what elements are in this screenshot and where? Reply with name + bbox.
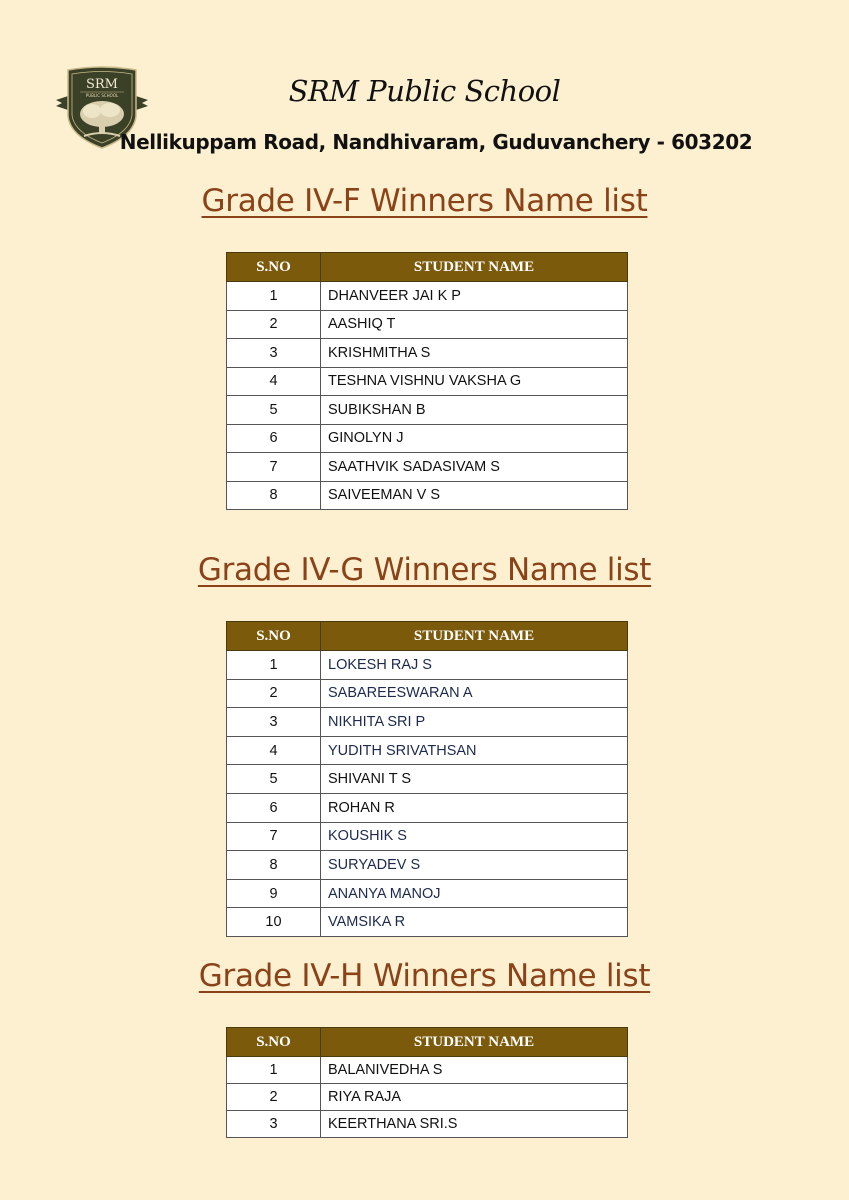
logo-subtext: PUBLIC SCHOOL <box>85 93 119 98</box>
table-row <box>227 396 628 425</box>
section-title-iv-h: Grade IV-H Winners Name list <box>198 958 651 994</box>
student-name-cell: YUDITH SRIVATHSAN <box>321 736 628 765</box>
student-name-cell: SABAREESWARAN A <box>321 679 628 708</box>
sno-cell: 7 <box>227 453 321 482</box>
sno-cell: 6 <box>227 424 321 453</box>
student-name-cell: SAATHVIK SADASIVAM S <box>321 453 628 482</box>
sno-cell: 1 <box>227 651 321 680</box>
table-row <box>227 651 628 680</box>
table-row <box>227 908 628 937</box>
column-header-student-name: STUDENT NAME <box>321 622 628 651</box>
winners-table-iv-h <box>226 1027 628 1138</box>
sno-cell: 6 <box>227 793 321 822</box>
sno-cell: 3 <box>227 339 321 368</box>
student-name-cell: TESHNA VISHNU VAKSHA G <box>321 367 628 396</box>
student-name-cell: GINOLYN J <box>321 424 628 453</box>
section-title-iv-f: Grade IV-F Winners Name list <box>201 183 648 219</box>
student-name-cell: KRISHMITHA S <box>321 339 628 368</box>
column-header-sno: S.NO <box>227 1028 321 1057</box>
column-header-sno: S.NO <box>227 253 321 282</box>
student-name-cell: NIKHITA SRI P <box>321 708 628 737</box>
column-header-student-name: STUDENT NAME <box>321 1028 628 1057</box>
sno-cell: 1 <box>227 282 321 311</box>
student-name-cell: SAIVEEMAN V S <box>321 481 628 510</box>
table-row <box>227 481 628 510</box>
student-name-cell: SURYADEV S <box>321 851 628 880</box>
sno-cell: 1 <box>227 1057 321 1084</box>
student-name-cell: SUBIKSHAN B <box>321 396 628 425</box>
sno-cell: 9 <box>227 879 321 908</box>
column-header-sno: S.NO <box>227 622 321 651</box>
student-name-cell: KOUSHIK S <box>321 822 628 851</box>
table-row <box>227 310 628 339</box>
section-title-iv-g: Grade IV-G Winners Name list <box>197 552 652 588</box>
sno-cell: 8 <box>227 481 321 510</box>
student-name-cell: ANANYA MANOJ <box>321 879 628 908</box>
table-row <box>227 453 628 482</box>
table-row <box>227 679 628 708</box>
table-row <box>227 1111 628 1138</box>
table-row <box>227 339 628 368</box>
sno-cell: 3 <box>227 708 321 737</box>
sno-cell: 7 <box>227 822 321 851</box>
table-row <box>227 708 628 737</box>
school-address: Nellikuppam Road, Nandhivaram, Guduvanchery - 603202 <box>119 130 753 154</box>
table-row <box>227 1084 628 1111</box>
sno-cell: 3 <box>227 1111 321 1138</box>
table-row <box>227 1057 628 1084</box>
sno-cell: 2 <box>227 310 321 339</box>
sno-cell: 10 <box>227 908 321 937</box>
sno-cell: 5 <box>227 765 321 794</box>
school-name: SRM Public School <box>288 74 561 108</box>
table-header-row <box>227 1028 628 1057</box>
table-row <box>227 793 628 822</box>
sno-cell: 2 <box>227 1084 321 1111</box>
page-header <box>0 0 849 170</box>
student-name-cell: BALANIVEDHA S <box>321 1057 628 1084</box>
table-row <box>227 822 628 851</box>
student-name-cell: RIYA RAJA <box>321 1084 628 1111</box>
student-name-cell: AASHIQ T <box>321 310 628 339</box>
student-name-cell: LOKESH RAJ S <box>321 651 628 680</box>
sno-cell: 4 <box>227 367 321 396</box>
table-row <box>227 736 628 765</box>
sno-cell: 4 <box>227 736 321 765</box>
table-header-row <box>227 622 628 651</box>
sno-cell: 2 <box>227 679 321 708</box>
table-row <box>227 424 628 453</box>
table-row <box>227 765 628 794</box>
column-header-student-name: STUDENT NAME <box>321 253 628 282</box>
table-row <box>227 367 628 396</box>
winners-table-iv-g <box>226 621 628 937</box>
student-name-cell: ROHAN R <box>321 793 628 822</box>
sno-cell: 8 <box>227 851 321 880</box>
student-name-cell: VAMSIKA R <box>321 908 628 937</box>
table-row <box>227 879 628 908</box>
student-name-cell: DHANVEER JAI K P <box>321 282 628 311</box>
table-row <box>227 282 628 311</box>
table-header-row <box>227 253 628 282</box>
student-name-cell: SHIVANI T S <box>321 765 628 794</box>
student-name-cell: KEERTHANA SRI.S <box>321 1111 628 1138</box>
logo-text: SRM <box>85 77 119 92</box>
table-row <box>227 851 628 880</box>
sno-cell: 5 <box>227 396 321 425</box>
winners-table-iv-f <box>226 252 628 510</box>
